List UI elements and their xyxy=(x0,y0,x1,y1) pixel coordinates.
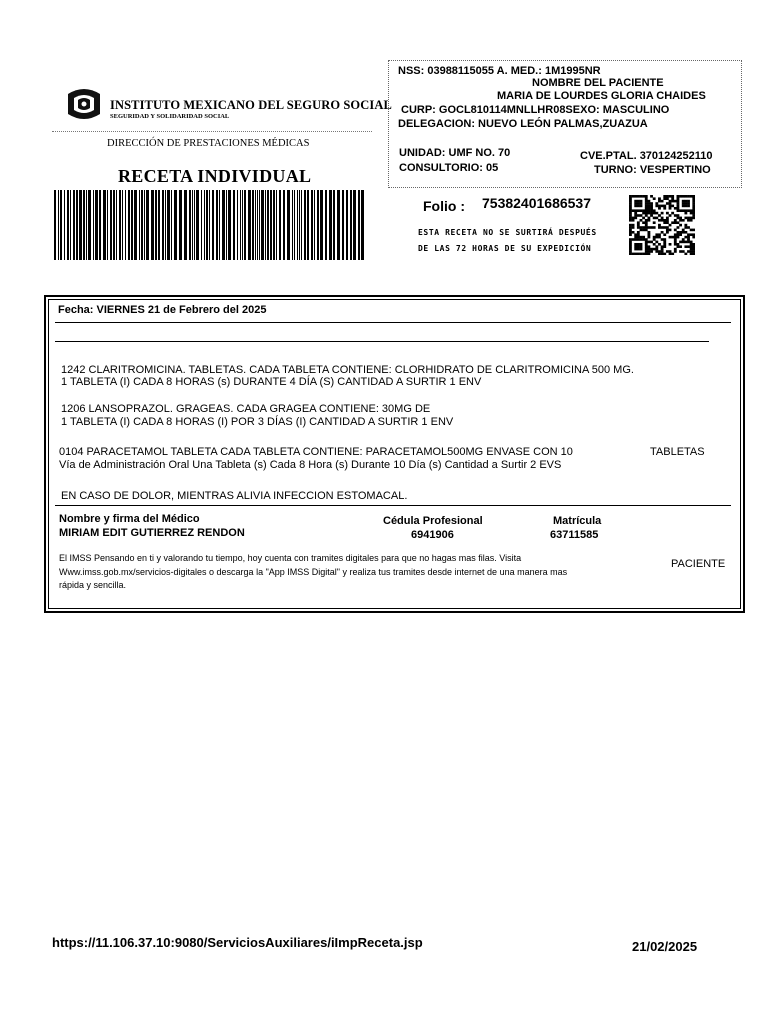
medication-3-unit: TABLETAS xyxy=(650,446,705,458)
cedula-value: 6941906 xyxy=(411,529,454,541)
medication-1-line2: 1 TABLETA (I) CADA 8 HORAS (s) DURANTE 4 DÍA (S) CANTIDAD A SURTIR 1 ENV xyxy=(61,376,482,388)
institution-name: INSTITUTO MEXICANO DEL SEGURO SOCIAL xyxy=(110,98,392,112)
divider xyxy=(55,505,731,506)
validity-notice-line2: DE LAS 72 HORAS DE SU EXPEDICIÓN xyxy=(418,244,592,253)
folio-value: 75382401686537 xyxy=(482,195,592,211)
doctor-name: MIRIAM EDIT GUTIERREZ RENDON xyxy=(59,527,245,539)
patient-info-box xyxy=(388,60,742,188)
qr-code-icon xyxy=(629,195,695,255)
delegacion-line: DELEGACION: NUEVO LEÓN PALMAS,ZUAZUA xyxy=(398,118,648,130)
divider xyxy=(55,322,731,323)
institution-subtitle: SEGURIDAD Y SOLIDARIDAD SOCIAL xyxy=(110,113,230,120)
divider xyxy=(55,341,709,342)
footer-url: https://11.106.37.10:9080/ServiciosAuxiliares/iImpReceta.jsp xyxy=(52,935,423,950)
cve-ptal-line: CVE.PTAL. 370124252110 xyxy=(580,150,713,162)
medication-2-line1: 1206 LANSOPRAZOL. GRAGEAS. CADA GRAGEA CONTIENE: 30MG DE xyxy=(61,403,431,415)
patient-name: MARIA DE LOURDES GLORIA CHAIDES xyxy=(497,90,706,102)
barcode-icon xyxy=(54,190,366,260)
consultorio-line: CONSULTORIO: 05 xyxy=(399,162,499,174)
digital-notice-line3: rápida y sencilla. xyxy=(59,580,127,590)
turno-line: TURNO: VESPERTINO xyxy=(594,164,711,176)
digital-notice-line2: Www.imss.gob.mx/servicios-digitales o descarga la "App IMSS Digital" y realiza tus tramites desde internet de una manera mas xyxy=(59,567,568,577)
header-divider xyxy=(52,131,372,132)
fecha-line: Fecha: VIERNES 21 de Febrero del 2025 xyxy=(58,304,267,316)
doctor-label: Nombre y firma del Médico xyxy=(59,513,200,525)
footer-date: 21/02/2025 xyxy=(632,939,698,954)
medication-2-line2: 1 TABLETA (I) CADA 8 HORAS (I) POR 3 DÍAS (I) CANTIDAD A SURTIR 1 ENV xyxy=(61,416,454,428)
medication-3-line2: Vía de Administración Oral Una Tableta (s) Cada 8 Hora (s) Durante 10 Día (s) Cantidad a Surtir 2 EVS xyxy=(59,459,562,471)
patient-name-label: NOMBRE DEL PACIENTE xyxy=(532,77,664,89)
direccion-label: DIRECCIÓN DE PRESTACIONES MÉDICAS xyxy=(107,138,310,149)
folio-label: Folio : xyxy=(423,198,465,214)
document-title: RECETA INDIVIDUAL xyxy=(118,166,312,186)
imss-logo-icon xyxy=(64,86,104,122)
curp-line: CURP: GOCL810114MNLLHR08SEXO: MASCULINO xyxy=(401,104,670,116)
instructions: EN CASO DE DOLOR, MIENTRAS ALIVIA INFECCION ESTOMACAL. xyxy=(61,490,408,502)
prescription-box xyxy=(48,299,741,609)
copy-label: PACIENTE xyxy=(671,558,726,570)
matricula-label: Matrícula xyxy=(553,515,602,527)
medication-3-line1: 0104 PARACETAMOL TABLETA CADA TABLETA CONTIENE: PARACETAMOL500MG ENVASE CON 10 xyxy=(59,446,573,458)
nss-line: NSS: 03988115055 A. MED.: 1M1995NR xyxy=(398,65,601,77)
validity-notice-line1: ESTA RECETA NO SE SURTIRÁ DESPUÉS xyxy=(418,228,597,237)
cedula-label: Cédula Profesional xyxy=(383,515,483,527)
matricula-value: 63711585 xyxy=(550,529,599,541)
unidad-line: UNIDAD: UMF NO. 70 xyxy=(399,147,511,159)
medication-1-line1: 1242 CLARITROMICINA. TABLETAS. CADA TABLETA CONTIENE: CLORHIDRATO DE CLARITROMICINA 500 MG. xyxy=(61,364,634,376)
digital-notice-line1: El IMSS Pensando en ti y valorando tu tiempo, hoy cuenta con tramites digitales para que no hagas mas filas. Visita xyxy=(59,553,522,563)
